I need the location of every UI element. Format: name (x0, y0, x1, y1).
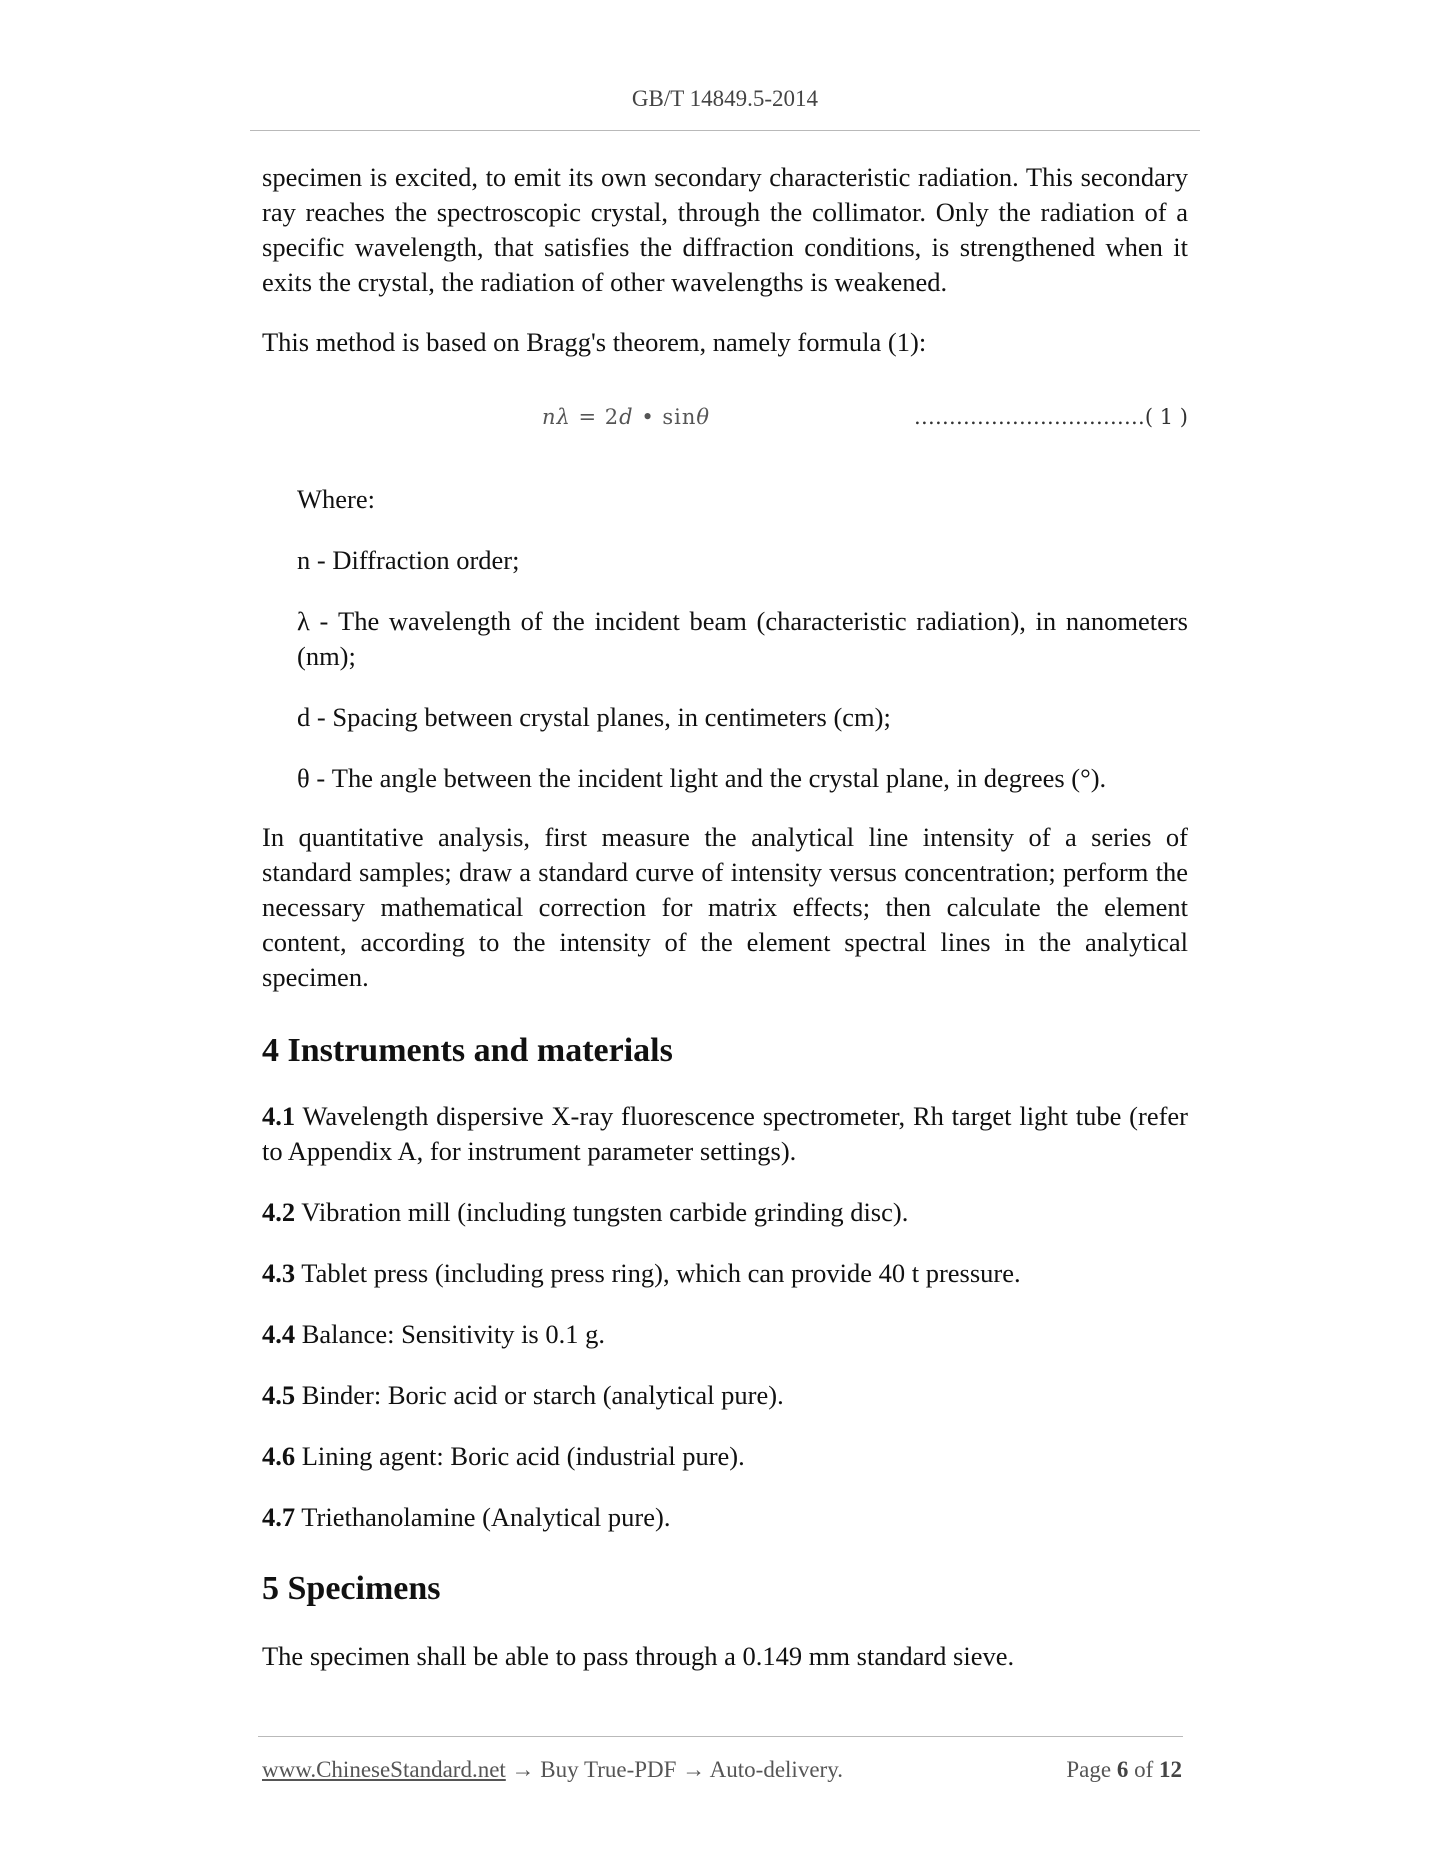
list-item (262, 1378, 1188, 1413)
where-block (262, 482, 1188, 796)
list-item (262, 1439, 1188, 1474)
formula-sin: sin (662, 405, 697, 429)
body-paragraph-3: In quantitative analysis, first measure the analytical line intensity of a series of standard samples; draw a standard curve of intensity versus concentration; perform the necessary mathematical correction for matrix effects; then calculate the element content, according to the intensity of the element spectral lines in the analytical specimen. (262, 822, 1188, 992)
formula-1 (262, 388, 1188, 468)
where-item: λ - The wavelength of the incident beam (characteristic radiation), in nanometers (nm); (297, 606, 1188, 671)
list-item (262, 1256, 1188, 1291)
arrow-icon: → (676, 1757, 710, 1782)
formula-expression (542, 400, 710, 435)
section-heading-5: 5 Specimens (262, 1570, 441, 1607)
item-text: Balance: Sensitivity is 0.1 g. (295, 1319, 605, 1349)
page-total: 12 (1159, 1757, 1182, 1782)
list-item (262, 1099, 1188, 1169)
item-number: 4.4 (262, 1319, 296, 1349)
item-number: 4.1 (262, 1101, 296, 1131)
list-item (262, 1317, 1188, 1352)
of-label: of (1134, 1757, 1154, 1782)
section-4-list (262, 1099, 1188, 1535)
item-text: Lining agent: Boric acid (industrial pure). (295, 1441, 745, 1471)
item-text: Binder: Boric acid or starch (analytical pure). (295, 1380, 784, 1410)
item-text: Triethanolamine (Analytical pure). (295, 1502, 671, 1532)
page-header-title: GB/T 14849.5-2014 (631, 86, 819, 111)
header-divider (250, 130, 1200, 131)
footer-left (262, 1757, 843, 1783)
page-label: Page (1066, 1757, 1112, 1782)
arrow-icon: → (505, 1757, 541, 1782)
formula-lhs: nλ (542, 405, 571, 429)
body-paragraph-2: This method is based on Bragg's theorem, namely formula (1): (262, 327, 927, 357)
where-item: θ - The angle between the incident light and the crystal plane, in degrees (°). (297, 763, 1107, 793)
where-item: d - Spacing between crystal planes, in centimeters (cm); (297, 702, 891, 732)
list-item (262, 1500, 1188, 1535)
item-number: 4.3 (262, 1258, 296, 1288)
website-link[interactable]: www.ChineseStandard.net (262, 1757, 506, 1782)
page-content (262, 160, 1188, 1674)
auto-delivery-text: Auto-delivery. (709, 1757, 843, 1782)
item-text: Vibration mill (including tungsten carbide grinding disc). (295, 1197, 909, 1227)
where-item: n - Diffraction order; (297, 545, 520, 575)
buy-pdf-text: Buy True-PDF (540, 1757, 677, 1782)
item-number: 4.7 (262, 1502, 296, 1532)
body-paragraph-1: specimen is excited, to emit its own secondary characteristic radiation. This secondary ray reaches the spectroscopic crystal, through the collimator. Only the radiation of a specific wavelength, that satisfies the diffraction conditions, is strengthened when it exits the crystal, the radiation of other wavelengths is weakened. (262, 162, 1188, 297)
page-indicator (1066, 1757, 1182, 1783)
formula-theta: θ (696, 405, 711, 429)
formula-d: d (619, 405, 634, 429)
footer-divider (258, 1736, 1183, 1737)
page-current: 6 (1116, 1757, 1129, 1782)
item-text: Tablet press (including press ring), which can provide 40 t pressure. (295, 1258, 1021, 1288)
item-text: Wavelength dispersive X-ray fluorescence spectrometer, Rh target light tube (refer to Appendix A, for instrument parameter settings). (262, 1101, 1188, 1166)
where-label: Where: (297, 484, 375, 514)
formula-equals: = 2 (578, 405, 620, 429)
formula-number: ……………………………( 1 ) (913, 405, 1188, 429)
item-number: 4.6 (262, 1441, 296, 1471)
item-number: 4.2 (262, 1197, 296, 1227)
list-item (262, 1195, 1188, 1230)
item-number: 4.5 (262, 1380, 296, 1410)
section-5-text: The specimen shall be able to pass through a 0.149 mm standard sieve. (262, 1641, 1015, 1671)
section-heading-4: 4 Instruments and materials (262, 1032, 673, 1069)
formula-dot: • (641, 405, 655, 429)
